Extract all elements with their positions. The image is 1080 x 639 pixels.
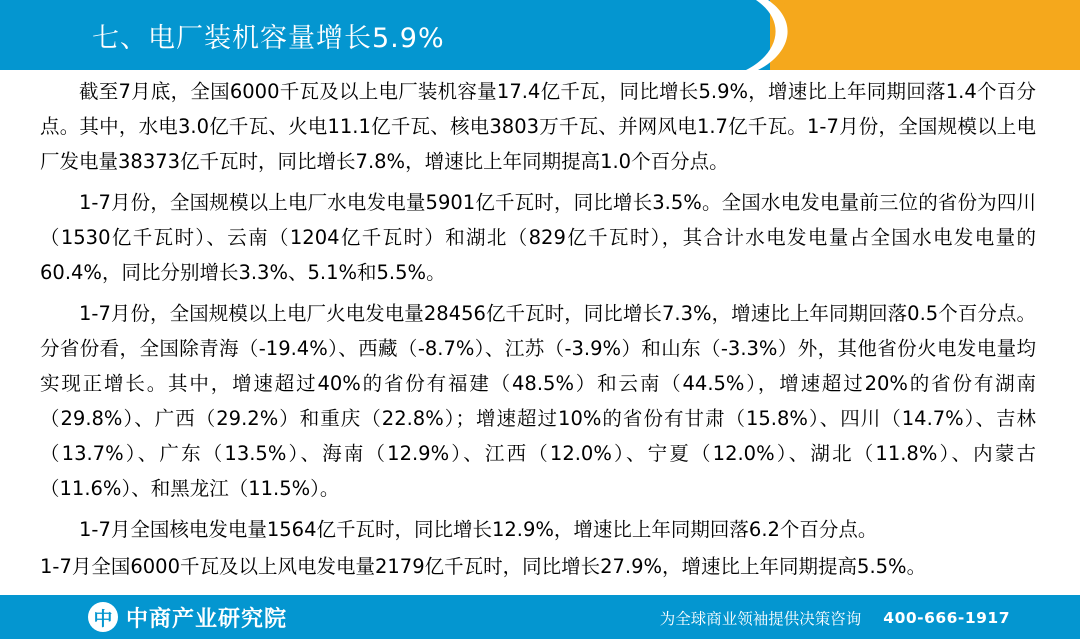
footer-phone: 400-666-1917 [883, 609, 1010, 627]
paragraph-3: 1-7月份，全国规模以上电厂火电发电量28456亿千瓦时，同比增长7.3%，增速比上年同期回落0.5个百分点。分省份看，全国除青海（-19.4%）、西藏（-8.7%）、江苏（-3.9%）和山东（-3.3%）外，其他省份火电发电量均实现正增长。其中，增速超过40%的省份有福建（48.5%）和云南（44.5%），增速超过20%的省份有湖南（29.8%）、广西（29.2%）和重庆（22.8%）；增速超过10%的省份有甘肃（15.8%）、四川（14.7%）、吉林（13.7%）、广东（13.5%）、海南（12.9%）、江西（12.0%）、宁夏（12.0%）、湖北（11.8%）、内蒙古（11.6%）、和黑龙江（11.5%）。 [40, 302, 1036, 500]
slide-header [0, 0, 1080, 70]
paragraph-4: 1-7月全国核电发电量1564亿千瓦时，同比增长12.9%，增速比上年同期回落6.2个百分点。 [79, 518, 878, 541]
footer-contact [660, 607, 1010, 629]
paragraph-5: 1-7月全国6000千瓦及以上风电发电量2179亿千瓦时，同比增长27.9%，增速比上年同期提高5.5%。 [40, 555, 927, 578]
logo-circle-icon: 中 [88, 602, 118, 632]
brand-logo [88, 601, 287, 633]
slide-body [0, 74, 1080, 604]
brand-name: 中商产业研究院 [126, 606, 288, 632]
header-curve-divider [650, 0, 830, 70]
page-title: 七、电厂装机容量增长5.9% [92, 23, 445, 54]
slide-footer [0, 595, 1080, 639]
paragraph-2: 1-7月份，全国规模以上电厂水电发电量5901亿千瓦时，同比增长3.5%。全国水电发电量前三位的省份为四川（1530亿千瓦时）、云南（1204亿千瓦时）和湖北（829亿千瓦时），其合计水电发电量占全国水电发电量的60.4%，同比分别增长3.3%、5.1%和5.5%。 [40, 191, 1036, 284]
footer-slogan: 为全球商业领袖提供决策咨询 [659, 610, 862, 628]
paragraph-1: 截至7月底，全国6000千瓦及以上电厂装机容量17.4亿千瓦，同比增长5.9%，增速比上年同期回落1.4个百分点。其中，水电3.0亿千瓦、火电11.1亿千瓦、核电3803万千瓦、并网风电1.7亿千瓦。1-7月份，全国规模以上电厂发电量38373亿千瓦时，同比增长7.8%，增速比上年同期提高1.0个百分点。 [40, 80, 1036, 173]
